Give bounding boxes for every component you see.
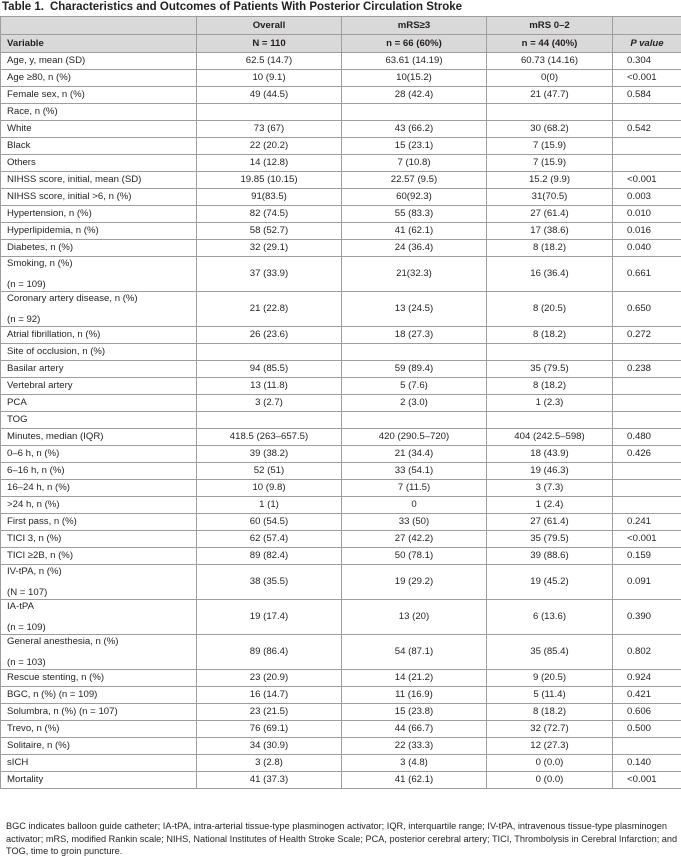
- mrs-low-cell: 27 (61.4): [487, 514, 613, 531]
- overall-cell: 34 (30.9): [197, 738, 342, 755]
- variable-cell: [1, 565, 197, 600]
- p-value-cell: [613, 378, 681, 395]
- variable-cell: [1, 514, 197, 531]
- table-row: [1, 223, 681, 240]
- variable-cell: [1, 344, 197, 361]
- p-value-cell: 0.426: [613, 446, 681, 463]
- variable-cell: [1, 104, 197, 121]
- table-row: [1, 670, 681, 687]
- mrs-high-cell: 63.61 (14.19): [342, 53, 487, 70]
- header-row-groups: [1, 17, 681, 35]
- table-row: [1, 687, 681, 704]
- variable-label: 16–24 h, n (%): [7, 482, 70, 493]
- p-value-cell: 0.480: [613, 429, 681, 446]
- mrs-low-cell: 1 (2.4): [487, 497, 613, 514]
- subgroup-n-label: (N = 107): [7, 587, 48, 598]
- variable-cell: [1, 223, 197, 240]
- p-value-cell: [613, 104, 681, 121]
- mrs-high-cell: 24 (36.4): [342, 240, 487, 257]
- table-row: [1, 738, 681, 755]
- table-row: [1, 257, 681, 292]
- variable-cell: [1, 327, 197, 344]
- variable-label: Solitaire, n (%): [7, 740, 70, 751]
- mrs-low-cell: 19 (45.2): [487, 565, 613, 600]
- overall-cell: 76 (69.1): [197, 721, 342, 738]
- mrs-high-cell: 60(92.3): [342, 189, 487, 206]
- mrs-low-cell: 30 (68.2): [487, 121, 613, 138]
- overall-cell: 10 (9.1): [197, 70, 342, 87]
- mrs-low-cell: 7 (15.9): [487, 155, 613, 172]
- variable-label: PCA: [7, 397, 27, 408]
- p-value-cell: 0.661: [613, 257, 681, 292]
- subgroup-n-label: (n = 109): [7, 279, 46, 290]
- subgroup-n-label: (n = 92): [7, 314, 41, 325]
- mrs-high-cell: 33 (50): [342, 514, 487, 531]
- mrs-high-cell: 41 (62.1): [342, 223, 487, 240]
- p-value-cell: 0.003: [613, 189, 681, 206]
- table-row: [1, 721, 681, 738]
- variable-label: Rescue stenting, n (%): [7, 672, 105, 683]
- variable-label: Minutes, median (IQR): [7, 431, 104, 442]
- variable-cell: [1, 257, 197, 292]
- mrs-low-cell: 19 (46.3): [487, 463, 613, 480]
- variable-label: BGC, n (%) (n = 109): [7, 689, 98, 700]
- variable-cell: [1, 172, 197, 189]
- mrs-high-cell: 19 (29.2): [342, 565, 487, 600]
- mrs-low-cell: 1 (2.3): [487, 395, 613, 412]
- mrs-low-cell: 35 (79.5): [487, 361, 613, 378]
- mrs-high-cell: 41 (62.1): [342, 772, 487, 789]
- mrs-high-cell: 13 (20): [342, 600, 487, 635]
- variable-cell: [1, 429, 197, 446]
- variable-label: IA-tPA: [7, 601, 35, 612]
- mrs-low-cell: 39 (88.6): [487, 548, 613, 565]
- p-value-cell: [613, 138, 681, 155]
- overall-cell: 52 (51): [197, 463, 342, 480]
- variable-label: NIHSS score, initial, mean (SD): [7, 174, 142, 185]
- overall-cell: 16 (14.7): [197, 687, 342, 704]
- subgroup-n-label: (n = 103): [7, 657, 46, 668]
- mrs-high-cell: 0: [342, 497, 487, 514]
- variable-cell: [1, 480, 197, 497]
- mrs-high-cell: 50 (78.1): [342, 548, 487, 565]
- table-row: [1, 429, 681, 446]
- variable-label: Hyperlipidemia, n (%): [7, 225, 99, 236]
- mrs-high-cell: 59 (89.4): [342, 361, 487, 378]
- table-row: [1, 155, 681, 172]
- variable-label: >24 h, n (%): [7, 499, 60, 510]
- overall-cell: 89 (86.4): [197, 635, 342, 670]
- table-row: [1, 70, 681, 87]
- table-row: [1, 189, 681, 206]
- variable-label: TICI 3, n (%): [7, 533, 62, 544]
- variable-label: First pass, n (%): [7, 516, 77, 527]
- p-value-cell: [613, 395, 681, 412]
- p-value-cell: 0.140: [613, 755, 681, 772]
- mrs-low-cell: 404 (242.5–598): [487, 429, 613, 446]
- mrs-high-cell: 33 (54.1): [342, 463, 487, 480]
- variable-cell: [1, 70, 197, 87]
- overall-cell: 60 (54.5): [197, 514, 342, 531]
- overall-cell: 58 (52.7): [197, 223, 342, 240]
- table-row: [1, 480, 681, 497]
- overall-cell: 62.5 (14.7): [197, 53, 342, 70]
- variable-cell: [1, 531, 197, 548]
- variable-cell: [1, 361, 197, 378]
- mrs-high-cell: 11 (16.9): [342, 687, 487, 704]
- mrs-low-cell: 12 (27.3): [487, 738, 613, 755]
- table-row: [1, 412, 681, 429]
- mrs-low-cell: [487, 104, 613, 121]
- subgroup-n-label: (n = 109): [7, 622, 46, 633]
- variable-cell: [1, 206, 197, 223]
- table-row: [1, 121, 681, 138]
- header-mrs-high-n: n = 66 (60%): [342, 35, 487, 53]
- p-value-cell: [613, 412, 681, 429]
- mrs-low-cell: 31(70.5): [487, 189, 613, 206]
- overall-cell: 32 (29.1): [197, 240, 342, 257]
- p-value-cell: 0.016: [613, 223, 681, 240]
- mrs-high-cell: 15 (23.8): [342, 704, 487, 721]
- mrs-high-cell: 7 (11.5): [342, 480, 487, 497]
- overall-cell: 22 (20.2): [197, 138, 342, 155]
- variable-label: Diabetes, n (%): [7, 242, 74, 253]
- overall-cell: 82 (74.5): [197, 206, 342, 223]
- table-row: [1, 497, 681, 514]
- variable-cell: [1, 687, 197, 704]
- header-mrs-high: mRS≥3: [342, 17, 487, 35]
- variable-label: Basilar artery: [7, 363, 64, 374]
- variable-label: Mortality: [7, 774, 44, 785]
- mrs-high-cell: 44 (66.7): [342, 721, 487, 738]
- overall-cell: 49 (44.5): [197, 87, 342, 104]
- table-row: [1, 361, 681, 378]
- overall-cell: 418.5 (263–657.5): [197, 429, 342, 446]
- mrs-low-cell: 3 (7.3): [487, 480, 613, 497]
- overall-cell: 13 (11.8): [197, 378, 342, 395]
- p-value-cell: [613, 463, 681, 480]
- mrs-low-cell: 17 (38.6): [487, 223, 613, 240]
- overall-cell: 3 (2.8): [197, 755, 342, 772]
- p-value-cell: 0.010: [613, 206, 681, 223]
- p-value-cell: 0.091: [613, 565, 681, 600]
- variable-label: TOG: [7, 414, 28, 425]
- mrs-low-cell: 8 (18.2): [487, 327, 613, 344]
- variable-label: General anesthesia, n (%): [7, 636, 119, 647]
- overall-cell: 91(83.5): [197, 189, 342, 206]
- overall-cell: 26 (23.6): [197, 327, 342, 344]
- mrs-low-cell: 21 (47.7): [487, 87, 613, 104]
- overall-cell: 41 (37.3): [197, 772, 342, 789]
- variable-label: Coronary artery disease, n (%): [7, 293, 138, 304]
- p-value-cell: 0.159: [613, 548, 681, 565]
- variable-label: 6–16 h, n (%): [7, 465, 65, 476]
- overall-cell: 19 (17.4): [197, 600, 342, 635]
- table-row: [1, 292, 681, 327]
- variable-label: TICI ≥2B, n (%): [7, 550, 74, 561]
- variable-cell: [1, 738, 197, 755]
- variable-label: sICH: [7, 757, 29, 768]
- variable-cell: [1, 704, 197, 721]
- header-mrs-low: mRS 0–2: [487, 17, 613, 35]
- overall-cell: 3 (2.7): [197, 395, 342, 412]
- table-row: [1, 772, 681, 789]
- p-value-cell: 0.542: [613, 121, 681, 138]
- variable-cell: [1, 548, 197, 565]
- mrs-low-cell: 8 (18.2): [487, 240, 613, 257]
- overall-cell: 39 (38.2): [197, 446, 342, 463]
- p-value-cell: 0.241: [613, 514, 681, 531]
- p-value-cell: 0.924: [613, 670, 681, 687]
- overall-cell: 1 (1): [197, 497, 342, 514]
- p-value-cell: 0.040: [613, 240, 681, 257]
- table-row: [1, 104, 681, 121]
- table-footnote: BGC indicates balloon guide catheter; IA-tPA, intra-arterial tissue-type plasminogen activator; IQR, interquartile range; IV-tPA, intravenous tissue-type plasminogen activator; mRS, modified Rankin scale; NIHS, National Institutes of Health Stroke Scale; PCA, posterior cerebral artery; TICI, Thrombolysis in Cerebral Infarction; and TOG, time to groin puncture.: [6, 821, 678, 856]
- mrs-low-cell: 15.2 (9.9): [487, 172, 613, 189]
- mrs-high-cell: [342, 344, 487, 361]
- variable-label: Race, n (%): [7, 106, 58, 117]
- table-row: [1, 755, 681, 772]
- variable-label: NIHSS score, initial >6, n (%): [7, 191, 132, 202]
- variable-label: 0–6 h, n (%): [7, 448, 60, 459]
- mrs-high-cell: 18 (27.3): [342, 327, 487, 344]
- table-row: [1, 395, 681, 412]
- overall-cell: 94 (85.5): [197, 361, 342, 378]
- table-row: [1, 53, 681, 70]
- mrs-low-cell: 35 (85.4): [487, 635, 613, 670]
- mrs-low-cell: 5 (11.4): [487, 687, 613, 704]
- mrs-high-cell: 7 (10.8): [342, 155, 487, 172]
- mrs-low-cell: 0(0): [487, 70, 613, 87]
- mrs-low-cell: [487, 344, 613, 361]
- overall-cell: [197, 412, 342, 429]
- variable-label: IV-tPA, n (%): [7, 566, 62, 577]
- variable-cell: [1, 87, 197, 104]
- header-cell: [613, 17, 681, 35]
- mrs-high-cell: [342, 412, 487, 429]
- header-variable: Variable: [1, 35, 197, 53]
- table-row: [1, 344, 681, 361]
- p-value-cell: <0.001: [613, 772, 681, 789]
- mrs-low-cell: 0 (0.0): [487, 755, 613, 772]
- variable-label: Hypertension, n (%): [7, 208, 92, 219]
- mrs-low-cell: [487, 412, 613, 429]
- variable-label: Trevo, n (%): [7, 723, 60, 734]
- mrs-high-cell: 10(15.2): [342, 70, 487, 87]
- variable-label: Atrial fibrillation, n (%): [7, 329, 101, 340]
- mrs-high-cell: 21 (34.4): [342, 446, 487, 463]
- variable-cell: [1, 395, 197, 412]
- table-row: [1, 138, 681, 155]
- mrs-high-cell: 5 (7.6): [342, 378, 487, 395]
- p-value-cell: [613, 497, 681, 514]
- variable-label: Smoking, n (%): [7, 258, 73, 269]
- variable-cell: [1, 138, 197, 155]
- mrs-high-cell: 27 (42.2): [342, 531, 487, 548]
- variable-cell: [1, 240, 197, 257]
- p-value-cell: 0.802: [613, 635, 681, 670]
- table-row: [1, 531, 681, 548]
- p-value-cell: 0.650: [613, 292, 681, 327]
- mrs-low-cell: 35 (79.5): [487, 531, 613, 548]
- variable-cell: [1, 412, 197, 429]
- variable-label: Solumbra, n (%) (n = 107): [7, 706, 118, 717]
- mrs-high-cell: 22 (33.3): [342, 738, 487, 755]
- table-row: [1, 327, 681, 344]
- overall-cell: [197, 104, 342, 121]
- table-title: Characteristics and Outcomes of Patients With Posterior Circulation Stroke: [49, 1, 463, 13]
- table-row: [1, 87, 681, 104]
- variable-label: Vertebral artery: [7, 380, 73, 391]
- mrs-high-cell: 22.57 (9.5): [342, 172, 487, 189]
- table-row: [1, 704, 681, 721]
- overall-cell: [197, 344, 342, 361]
- mrs-low-cell: 16 (36.4): [487, 257, 613, 292]
- mrs-high-cell: 14 (21.2): [342, 670, 487, 687]
- variable-cell: [1, 670, 197, 687]
- overall-cell: 23 (21.5): [197, 704, 342, 721]
- header-overall-n: N = 110: [197, 35, 342, 53]
- mrs-high-cell: 55 (83.3): [342, 206, 487, 223]
- variable-label: Female sex, n (%): [7, 89, 85, 100]
- p-value-cell: 0.500: [613, 721, 681, 738]
- table-label: Table 1.: [2, 1, 44, 13]
- variable-cell: [1, 497, 197, 514]
- p-value-cell: 0.421: [613, 687, 681, 704]
- p-value-cell: <0.001: [613, 70, 681, 87]
- p-value-cell: 0.584: [613, 87, 681, 104]
- table-row: [1, 172, 681, 189]
- overall-cell: 21 (22.8): [197, 292, 342, 327]
- table-caption: [2, 1, 462, 13]
- variable-cell: [1, 292, 197, 327]
- variable-cell: [1, 155, 197, 172]
- variable-label: Age, y, mean (SD): [7, 55, 86, 66]
- mrs-low-cell: 8 (20.5): [487, 292, 613, 327]
- p-value-cell: [613, 480, 681, 497]
- p-value-cell: [613, 738, 681, 755]
- table-row: [1, 548, 681, 565]
- p-value-cell: 0.304: [613, 53, 681, 70]
- overall-cell: 62 (57.4): [197, 531, 342, 548]
- header-row-counts: [1, 35, 681, 53]
- mrs-high-cell: 21(32.3): [342, 257, 487, 292]
- variable-label: Age ≥80, n (%): [7, 72, 71, 83]
- mrs-high-cell: 2 (3.0): [342, 395, 487, 412]
- p-value-cell: [613, 155, 681, 172]
- variable-cell: [1, 772, 197, 789]
- overall-cell: 37 (33.9): [197, 257, 342, 292]
- p-value-cell: 0.390: [613, 600, 681, 635]
- table-row: [1, 446, 681, 463]
- mrs-low-cell: 32 (72.7): [487, 721, 613, 738]
- p-value-cell: [613, 344, 681, 361]
- overall-cell: 38 (35.5): [197, 565, 342, 600]
- p-value-cell: 0.606: [613, 704, 681, 721]
- table-row: [1, 635, 681, 670]
- mrs-low-cell: 60.73 (14.16): [487, 53, 613, 70]
- header-p-value: P value: [613, 35, 681, 53]
- variable-label: Black: [7, 140, 31, 151]
- variable-cell: [1, 121, 197, 138]
- variable-cell: [1, 446, 197, 463]
- header-overall: Overall: [197, 17, 342, 35]
- mrs-low-cell: 9 (20.5): [487, 670, 613, 687]
- mrs-high-cell: 3 (4.8): [342, 755, 487, 772]
- table-row: [1, 206, 681, 223]
- overall-cell: 19.85 (10.15): [197, 172, 342, 189]
- characteristics-table: [0, 16, 681, 789]
- mrs-high-cell: [342, 104, 487, 121]
- variable-label: Others: [7, 157, 36, 168]
- variable-label: Site of occlusion, n (%): [7, 346, 106, 357]
- table-row: [1, 378, 681, 395]
- p-value-cell: 0.272: [613, 327, 681, 344]
- mrs-high-cell: 13 (24.5): [342, 292, 487, 327]
- table-row: [1, 565, 681, 600]
- variable-cell: [1, 755, 197, 772]
- p-value-cell: 0.238: [613, 361, 681, 378]
- table-row: [1, 600, 681, 635]
- mrs-high-cell: 43 (66.2): [342, 121, 487, 138]
- variable-cell: [1, 721, 197, 738]
- variable-cell: [1, 378, 197, 395]
- p-value-cell: <0.001: [613, 531, 681, 548]
- variable-cell: [1, 463, 197, 480]
- variable-cell: [1, 189, 197, 206]
- mrs-low-cell: 8 (18.2): [487, 378, 613, 395]
- mrs-high-cell: 15 (23.1): [342, 138, 487, 155]
- mrs-high-cell: 28 (42.4): [342, 87, 487, 104]
- table-row: [1, 240, 681, 257]
- mrs-low-cell: 8 (18.2): [487, 704, 613, 721]
- overall-cell: 89 (82.4): [197, 548, 342, 565]
- table-row: [1, 463, 681, 480]
- header-mrs-low-n: n = 44 (40%): [487, 35, 613, 53]
- overall-cell: 14 (12.8): [197, 155, 342, 172]
- header-cell: [1, 17, 197, 35]
- overall-cell: 73 (67): [197, 121, 342, 138]
- mrs-low-cell: 0 (0.0): [487, 772, 613, 789]
- mrs-low-cell: 7 (15.9): [487, 138, 613, 155]
- mrs-low-cell: 27 (61.4): [487, 206, 613, 223]
- variable-label: White: [7, 123, 32, 134]
- overall-cell: 10 (9.8): [197, 480, 342, 497]
- mrs-low-cell: 18 (43.9): [487, 446, 613, 463]
- variable-cell: [1, 635, 197, 670]
- mrs-high-cell: 420 (290.5–720): [342, 429, 487, 446]
- variable-cell: [1, 53, 197, 70]
- overall-cell: 23 (20.9): [197, 670, 342, 687]
- table-row: [1, 514, 681, 531]
- variable-cell: [1, 600, 197, 635]
- mrs-high-cell: 54 (87.1): [342, 635, 487, 670]
- mrs-low-cell: 6 (13.6): [487, 600, 613, 635]
- p-value-cell: <0.001: [613, 172, 681, 189]
